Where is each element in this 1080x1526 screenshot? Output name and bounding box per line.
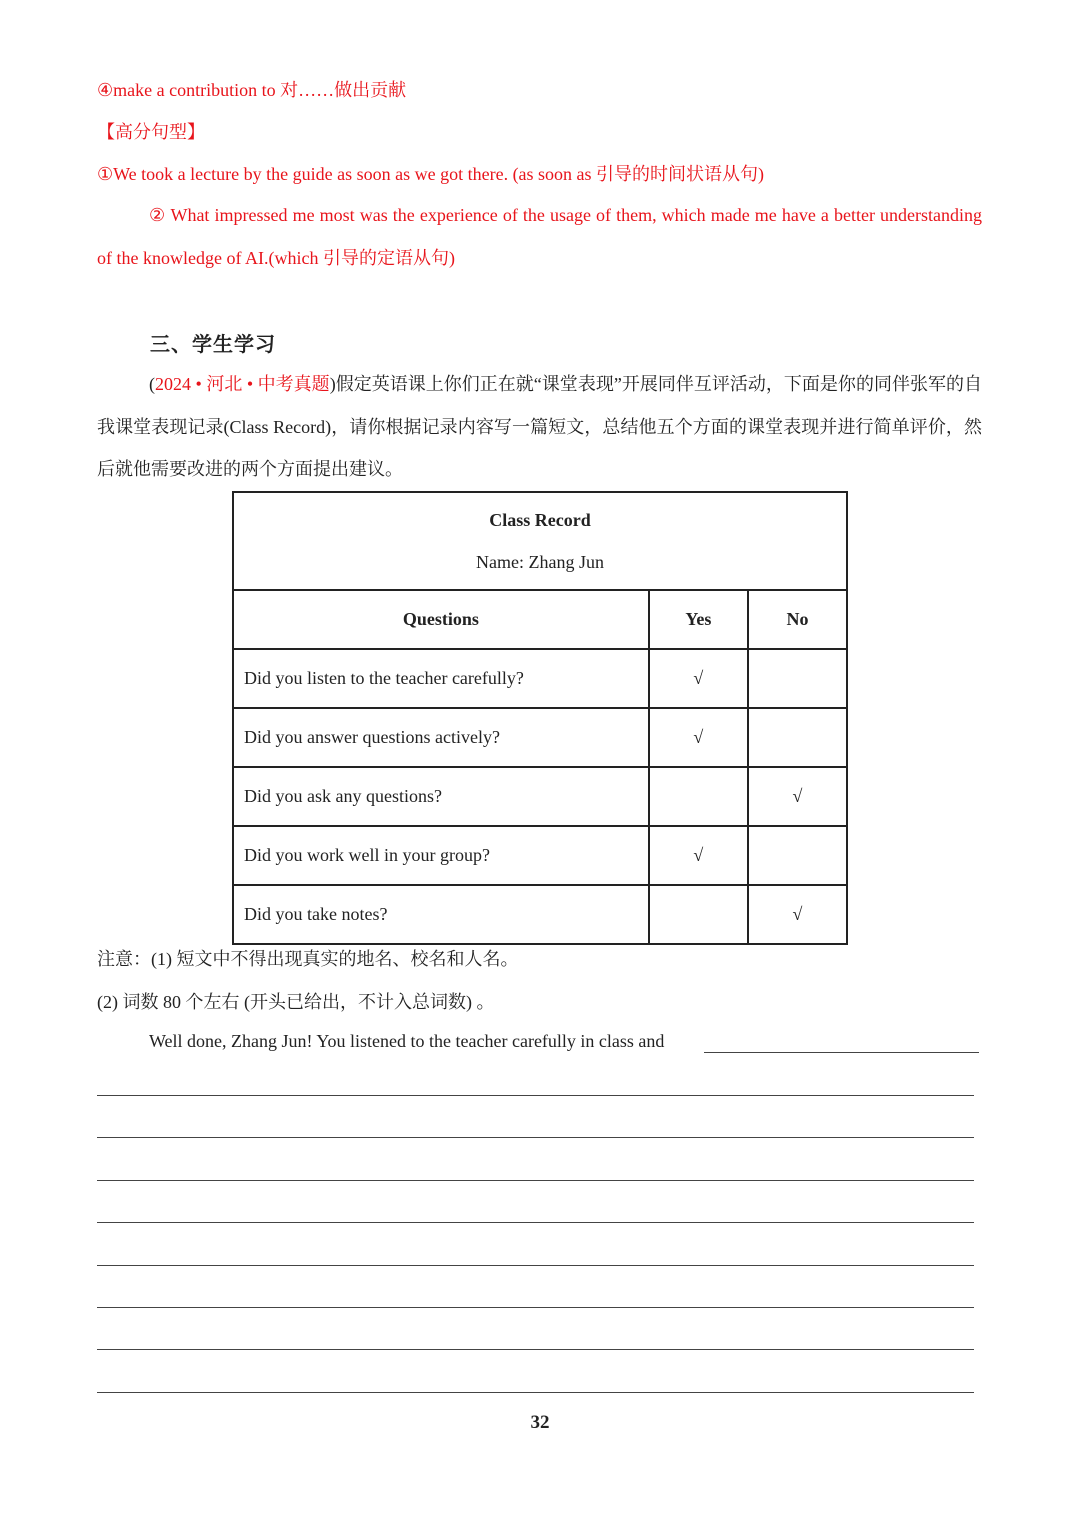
answer-line[interactable] xyxy=(97,1095,974,1096)
table-row xyxy=(233,708,847,767)
header-no: No xyxy=(748,590,847,649)
header-yes: Yes xyxy=(649,590,748,649)
no-cell: √ xyxy=(748,767,847,826)
answer-line[interactable] xyxy=(97,1137,974,1138)
high-score-sentence-1: ①We took a lecture by the guide as soon as we got there. (as soon as 引导的时间状语从句) xyxy=(97,164,765,184)
page-number: 32 xyxy=(530,1412,550,1433)
yes-cell: √ xyxy=(649,649,748,708)
answer-blank-inline[interactable] xyxy=(704,1052,979,1053)
vocab-item-4: ④make a contribution to 对……做出贡献 xyxy=(97,80,407,100)
high-score-sentence-2: ② What impressed me most was the experience of the usage of them, which made me have a better understanding of the knowledge of AI.(which 引导的定语从句) xyxy=(97,205,982,268)
table-row xyxy=(233,885,847,944)
no-cell xyxy=(748,649,847,708)
table-title-cell xyxy=(233,492,847,590)
no-cell xyxy=(748,708,847,767)
answer-line[interactable] xyxy=(97,1265,974,1266)
note-1: 注意：(1) 短文中不得出现真实的地名、校名和人名。 xyxy=(97,949,519,969)
source-open: ( xyxy=(149,374,155,394)
class-record-table xyxy=(232,491,848,945)
question-cell: Did you work well in your group? xyxy=(233,826,649,885)
yes-cell: √ xyxy=(649,708,748,767)
answer-line[interactable] xyxy=(97,1307,974,1308)
answer-line[interactable] xyxy=(97,1180,974,1181)
note-2: (2) 词数 80 个左右 (开头已给出，不计入总词数) 。 xyxy=(97,992,495,1012)
yes-cell xyxy=(649,767,748,826)
table-row xyxy=(233,767,847,826)
question-cell: Did you take notes? xyxy=(233,885,649,944)
writing-opening: Well done, Zhang Jun! You listened to the teacher carefully in class and xyxy=(149,1031,665,1051)
no-cell xyxy=(748,826,847,885)
answer-line[interactable] xyxy=(97,1392,974,1393)
question-cell: Did you answer questions actively? xyxy=(233,708,649,767)
question-cell: Did you ask any questions? xyxy=(233,767,649,826)
no-cell: √ xyxy=(748,885,847,944)
table-row xyxy=(233,826,847,885)
table-name-line: Name: Zhang Jun xyxy=(476,552,604,572)
answer-line[interactable] xyxy=(97,1222,974,1223)
task-prompt xyxy=(97,363,982,491)
section-heading: 三、学生学习 xyxy=(150,332,276,356)
question-cell: Did you listen to the teacher carefully? xyxy=(233,649,649,708)
table-row xyxy=(233,649,847,708)
prompt-text: )假定英语课上你们正在就“课堂表现”开展同伴互评活动，下面是你的同伴张军的自我课堂表现记录(Class Record)，请你根据记录内容写一篇短文，总结他五个方面的课堂表现并进行简单评价，然后就他需要改进的两个方面提出建议。 xyxy=(97,374,982,479)
yes-cell xyxy=(649,885,748,944)
yes-cell: √ xyxy=(649,826,748,885)
source-tag: 2024 • 河北 • 中考真题 xyxy=(155,374,330,394)
table-title: Class Record xyxy=(489,510,591,530)
header-questions: Questions xyxy=(233,590,649,649)
high-score-label: 【高分句型】 xyxy=(97,122,205,142)
answer-line[interactable] xyxy=(97,1349,974,1350)
